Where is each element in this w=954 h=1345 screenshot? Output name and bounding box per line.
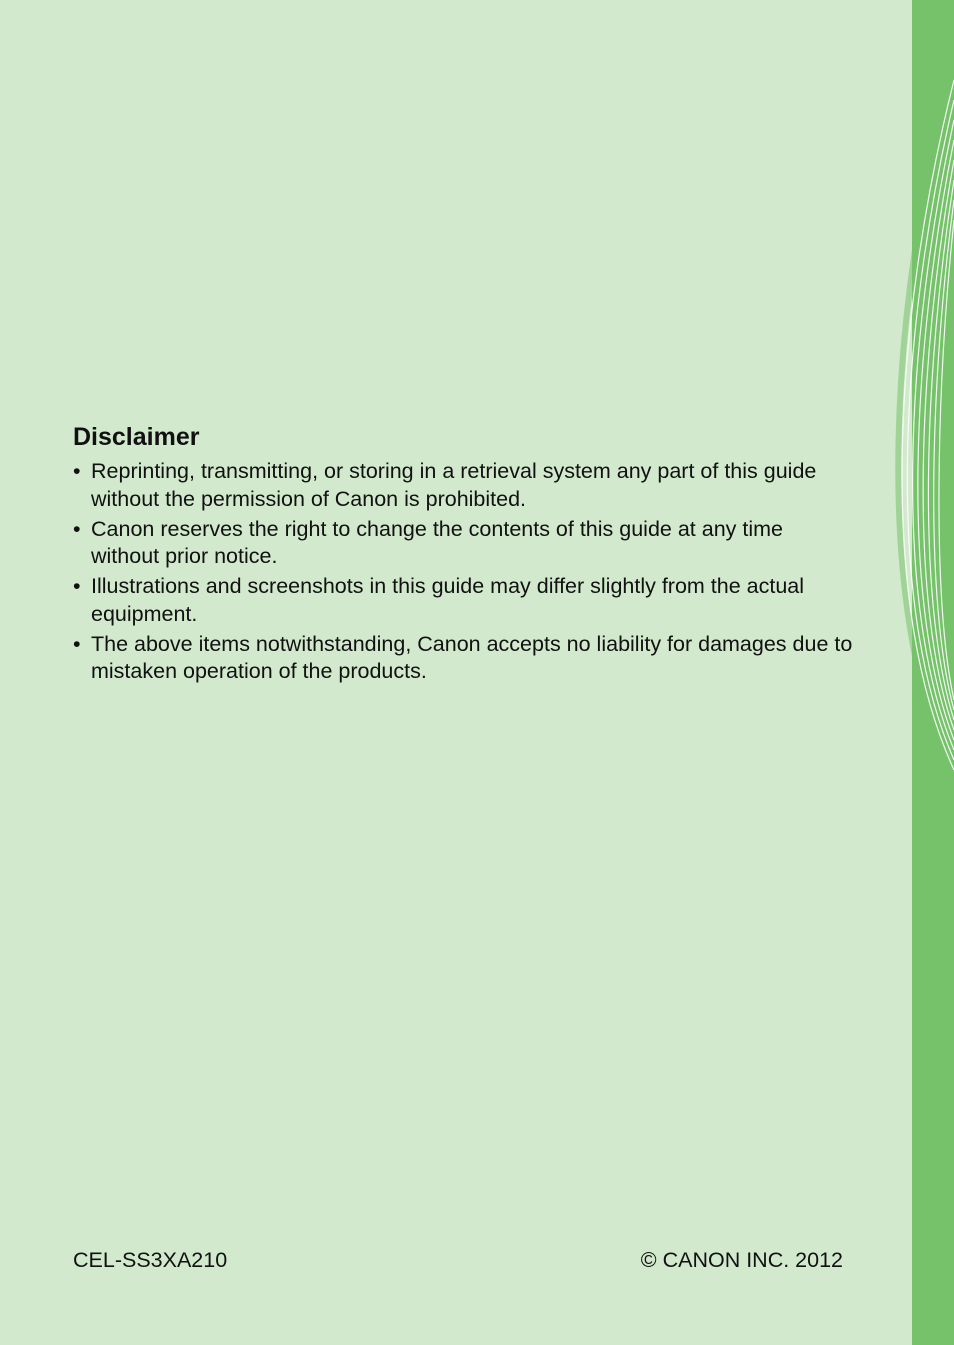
copyright-notice: © CANON INC. 2012 [640, 1248, 843, 1272]
bullet-icon: • [73, 459, 81, 483]
decorative-arc-lines [870, 0, 954, 1345]
disclaimer-item [73, 573, 853, 628]
disclaimer-item-text: Canon reserves the right to change the contents of this guide at any time without prior notice. [91, 516, 783, 568]
disclaimer-item-text: Illustrations and screenshots in this guide may differ slightly from the actual equipment. [91, 574, 805, 626]
disclaimer-list [73, 458, 853, 686]
disclaimer-section [73, 420, 853, 688]
bullet-icon: • [73, 516, 81, 541]
bullet-icon: • [73, 631, 81, 656]
disclaimer-item-text: Reprinting, transmitting, or storing in a retrieval system any part of this guide without the permission of Canon is prohibited. [91, 459, 817, 511]
document-code: CEL-SS3XA210 [73, 1248, 228, 1272]
disclaimer-item [73, 631, 853, 686]
disclaimer-item [73, 458, 853, 513]
disclaimer-title: Disclaimer [73, 423, 200, 451]
bullet-icon: • [73, 574, 81, 598]
disclaimer-item-text: The above items notwithstanding, Canon accepts no liability for damages due to mistaken operation of the products. [91, 631, 853, 683]
disclaimer-item [73, 516, 853, 571]
